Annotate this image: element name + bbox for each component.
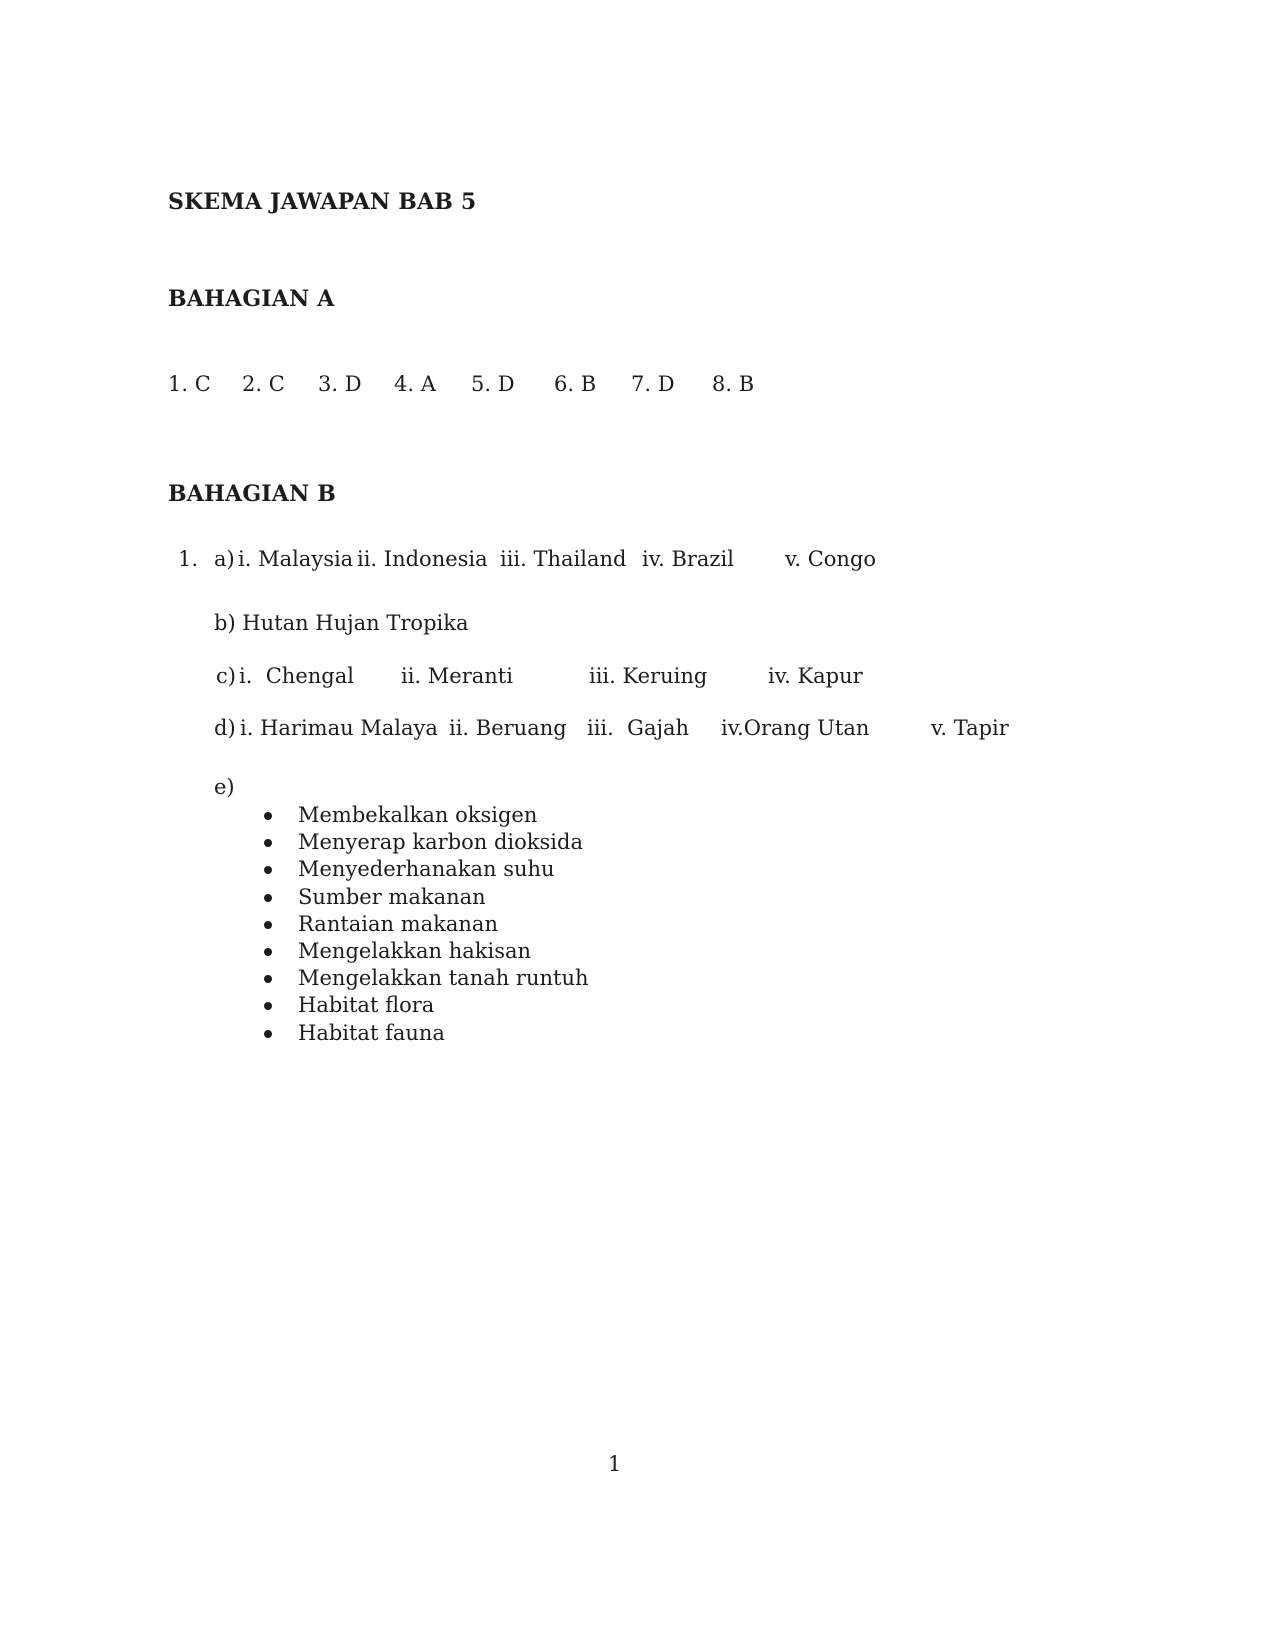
part-c-item-3: iii. Keruing	[589, 664, 708, 688]
bullet-icon	[264, 812, 272, 820]
bullet-icon	[264, 948, 272, 956]
answer-7: 7. D	[631, 372, 675, 396]
list-item-text: Mengelakkan hakisan	[298, 938, 532, 963]
part-a-item-3: iii. Thailand	[500, 547, 627, 571]
bullet-icon	[264, 839, 272, 847]
part-a-item-4: iv. Brazil	[642, 547, 734, 571]
part-a-item-5: v. Congo	[785, 547, 877, 571]
list-item	[262, 856, 589, 883]
part-d-item-2: ii. Beruang	[449, 716, 567, 740]
list-item-text: Mengelakkan tanah runtuh	[298, 966, 589, 991]
list-item	[262, 1020, 589, 1047]
part-a-label: a)	[214, 547, 235, 571]
part-a-item-1: i. Malaysia	[238, 547, 354, 571]
bullet-icon	[264, 921, 272, 929]
document-title: SKEMA JAWAPAN BAB 5	[168, 189, 477, 215]
bullet-icon	[264, 975, 272, 983]
part-c-item-4: iv. Kapur	[768, 664, 863, 688]
bullet-icon	[264, 866, 272, 874]
list-item	[262, 911, 589, 938]
section-a-heading: BAHAGIAN A	[168, 286, 335, 312]
list-item-text: Sumber makanan	[298, 884, 486, 909]
list-item-text: Habitat fauna	[298, 1020, 445, 1045]
part-c-item-2: ii. Meranti	[401, 664, 513, 688]
page-number: 1	[608, 1452, 622, 1476]
part-b-answer: b) Hutan Hujan Tropika	[214, 611, 469, 635]
list-item	[262, 938, 589, 965]
list-item	[262, 802, 589, 829]
answer-4: 4. A	[394, 372, 436, 396]
list-item	[262, 829, 589, 856]
list-item	[262, 992, 589, 1019]
part-e-list	[262, 802, 589, 1047]
answer-1: 1. C	[168, 372, 211, 396]
answer-2: 2. C	[242, 372, 285, 396]
answer-6: 6. B	[554, 372, 597, 396]
part-d-item-5: v. Tapir	[931, 716, 1009, 740]
answer-5: 5. D	[471, 372, 515, 396]
part-d-item-3: iii. Gajah	[587, 716, 690, 740]
part-d-label: d)	[214, 716, 236, 740]
bullet-icon	[264, 894, 272, 902]
bullet-icon	[264, 1030, 272, 1038]
part-d-item-1: i. Harimau Malaya	[240, 716, 438, 740]
list-item-text: Rantaian makanan	[298, 911, 498, 936]
list-item	[262, 884, 589, 911]
part-c-label: c)	[216, 664, 236, 688]
list-item	[262, 965, 589, 992]
list-item-text: Habitat flora	[298, 993, 435, 1018]
question-number: 1.	[178, 547, 199, 571]
part-a-item-2: ii. Indonesia	[357, 547, 488, 571]
answer-8: 8. B	[712, 372, 755, 396]
list-item-text: Membekalkan oksigen	[298, 803, 538, 827]
bullet-icon	[264, 1002, 272, 1010]
answer-3: 3. D	[318, 372, 362, 396]
part-d-item-4: iv.Orang Utan	[721, 716, 870, 740]
section-b-heading: BAHAGIAN B	[168, 481, 337, 507]
list-item-text: Menyederhanakan suhu	[298, 857, 555, 882]
part-c-item-1: i. Chengal	[239, 664, 354, 688]
list-item-text: Menyerap karbon dioksida	[298, 830, 583, 855]
part-e-label: e)	[214, 775, 235, 799]
